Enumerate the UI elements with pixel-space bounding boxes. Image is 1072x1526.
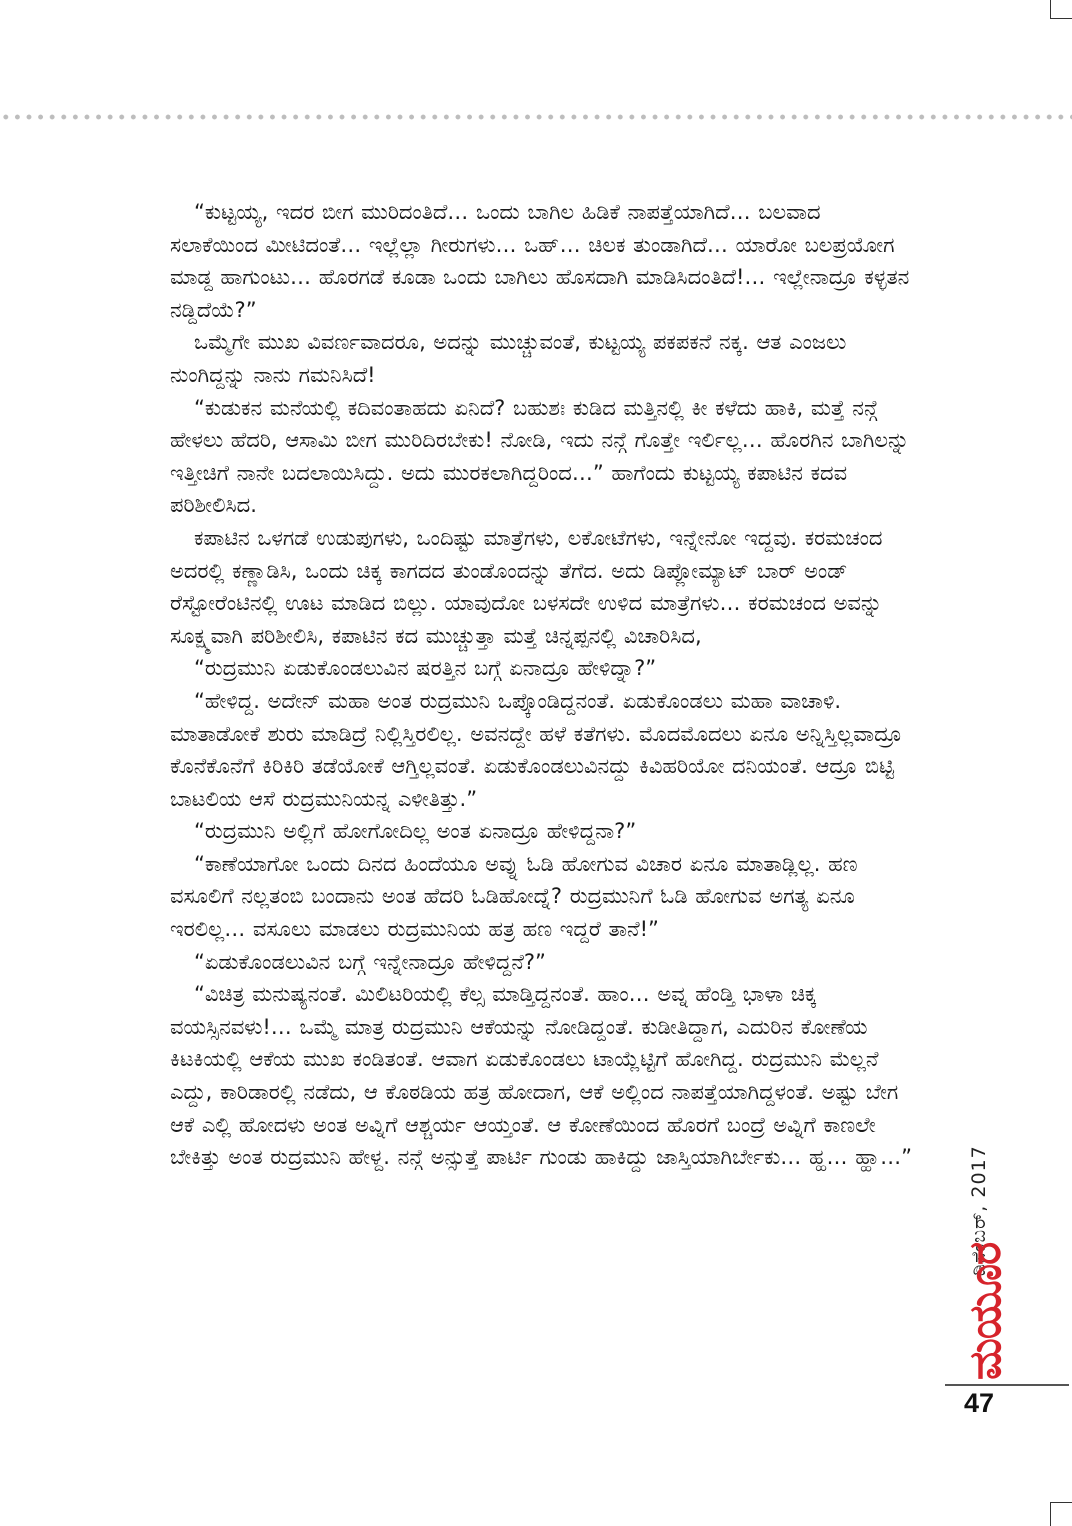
paragraph: “ಹೇಳಿದ್ದ. ಅದೇನ್ ಮಹಾ ಅಂತ ರುದ್ರಮುನಿ ಒಪ್ಕೊಂಡಿದ್ದನಂತೆ. ಏಡುಕೊಂಡಲು ಮಹಾ ವಾಚಾಳಿ. ಮಾತಾಡೋಕೆ ಶುರು ಮಾಡಿದ್ರೆ ನಿಲ್ಲಿಸ್ತಿರಲಿಲ್ಲ. ಅವನದ್ದೇ ಹಳೆ ಕತೆಗಳು. ಮೊದಮೊದಲು ಏನೂ ಅನ್ನಿಸ್ತಿಲ್ಲವಾದ್ರೂ ಕೊನೆಕೊನೆಗೆ ಕಿರಿಕಿರಿ ತಡೆಯೋಕೆ ಆಗ್ತಿಲ್ಲವಂತೆ. ಏಡುಕೊಂಡಲುವಿನದ್ದು ಕಿವಿಹರಿಯೋ ದನಿಯಂತೆ. ಆದ್ರೂ ಬಿಟ್ಟಿ ಬಾಟಲಿಯ ಆಸೆ ರುದ್ರಮುನಿಯನ್ನ ಎಳೀತಿತ್ತು.” bbox=[170, 688, 902, 811]
footer-rule bbox=[945, 1384, 1069, 1386]
paragraph: “ಕುಟ್ಟಯ್ಯ, ಇದರ ಬೀಗ ಮುರಿದಂತಿದೆ… ಒಂದು ಬಾಗಿಲ ಹಿಡಿಕೆ ನಾಪತ್ತೆಯಾಗಿದೆ… ಬಲವಾದ ಸಲಾಕೆಯಿಂದ ಮೀಟಿದಂತೆ… ಇಲ್ಲೆಲ್ಲಾ ಗೀರುಗಳು… ಒಹ್… ಚಿಲಕ ತುಂಡಾಗಿದೆ… ಯಾರೋ ಬಲಪ್ರಯೋಗ ಮಾಡ್ದ ಹಾಗುಂಟು… ಹೊರಗಡೆ ಕೂಡಾ ಒಂದು ಬಾಗಿಲು ಹೊಸದಾಗಿ ಮಾಡಿಸಿದಂತಿದೆ!… ಇಲ್ಲೇನಾದ್ರೂ ಕಳ್ಳತನ ನಡ್ದಿದೆಯೆ?” bbox=[170, 200, 910, 322]
article-body bbox=[170, 196, 915, 1174]
magazine-logo: ಮಯೂರ bbox=[960, 1242, 1011, 1380]
dotted-divider bbox=[0, 113, 1072, 121]
paragraph: “ರುದ್ರಮುನಿ ಏಡುಕೊಂಡಲುವಿನ ಷರತ್ತಿನ ಬಗ್ಗೆ ಏನಾದ್ರೂ ಹೇಳಿದ್ನಾ?” bbox=[194, 656, 657, 681]
page-number: 47 bbox=[964, 1388, 995, 1418]
paragraph: ಕಪಾಟಿನ ಒಳಗಡೆ ಉಡುಪುಗಳು, ಒಂದಿಷ್ಟು ಮಾತ್ರೆಗಳು, ಲಕೋಟೆಗಳು, ಇನ್ನೇನೋ ಇದ್ದವು. ಕರಮಚಂದ ಅದರಲ್ಲಿ ಕಣ್ಣಾಡಿಸಿ, ಒಂದು ಚಿಕ್ಕ ಕಾಗದದ ತುಂಡೊಂದನ್ನು ತೆಗೆದ. ಅದು ಡಿಪ್ಲೋಮ್ಯಾಟ್ ಬಾರ್ ಅಂಡ್ ರೆಸ್ಟೋರೆಂಟಿನಲ್ಲಿ ಊಟ ಮಾಡಿದ ಬಿಲ್ಲು. ಯಾವುದೋ ಬಳಸದೇ ಉಳಿದ ಮಾತ್ರೆಗಳು… ಕರಮಚಂದ ಅವನ್ನು ಸೂಕ್ಷ್ಮವಾಗಿ ಪರಿಶೀಲಿಸಿ, ಕಪಾಟಿನ ಕದ ಮುಚ್ಚುತ್ತಾ ಮತ್ತೆ ಚಿನ್ನಪ್ಪನಲ್ಲಿ ವಿಚಾರಿಸಿದ, bbox=[170, 525, 883, 648]
paragraph: “ರುದ್ರಮುನಿ ಅಲ್ಲಿಗೆ ಹೋಗೋದಿಲ್ಲ ಅಂತ ಏನಾದ್ರೂ ಹೇಳಿದ್ದನಾ?” bbox=[194, 819, 637, 844]
paragraph: ಒಮ್ಮೆಗೇ ಮುಖ ವಿವರ್ಣವಾದರೂ, ಅದನ್ನು ಮುಚ್ಚುವಂತೆ, ಕುಟ್ಟಯ್ಯ ಪಕಪಕನೆ ನಕ್ಕ. ಆತ ಎಂಜಲು ನುಂಗಿದ್ದನ್ನು ನಾನು ಗಮನಿಸಿದೆ! bbox=[170, 330, 847, 387]
crop-mark-top bbox=[1050, 0, 1072, 19]
paragraph: “ಕುಡುಕನ ಮನೆಯಲ್ಲಿ ಕದಿವಂತಾಹದು ಏನಿದೆ? ಬಹುಶಃ ಕುಡಿದ ಮತ್ತಿನಲ್ಲಿ ಕೀ ಕಳೆದು ಹಾಕಿ, ಮತ್ತೆ ನನ್ಗೆ ಹೇಳಲು ಹೆದರಿ, ಆಸಾಮಿ ಬೀಗ ಮುರಿದಿರಬೇಕು! ನೋಡಿ, ಇದು ನನ್ಗೆ ಗೊತ್ತೇ ಇರ್ಲಿಲ್ಲ… ಹೊರಗಿನ ಬಾಗಿಲನ್ನು ಇತ್ತೀಚಿಗೆ ನಾನೇ ಬದಲಾಯಿಸಿದ್ದು. ಅದು ಮುರಕಲಾಗಿದ್ದರಿಂದ…” ಹಾಗೆಂದು ಕುಟ್ಟಯ್ಯ ಕಪಾಟಿನ ಕದವ ಪರಿಶೀಲಿಸಿದ. bbox=[170, 395, 910, 518]
paragraph: “ವಿಚಿತ್ರ ಮನುಷ್ಯನಂತೆ. ಮಿಲಿಟರಿಯಲ್ಲಿ ಕೆಲ್ಸ ಮಾಡ್ತಿದ್ದನಂತೆ. ಹಾಂ… ಅವ್ನ ಹೆಂಡ್ತಿ ಭಾಳಾ ಚಿಕ್ಕ ವಯಸ್ಸಿನವಳು!… ಒಮ್ಮೆ ಮಾತ್ರ ರುದ್ರಮುನಿ ಆಕೆಯನ್ನು ನೋಡಿದ್ದಂತೆ. ಕುಡೀತಿದ್ದಾಗ, ಎದುರಿನ ಕೋಣೆಯ ಕಿಟಕಿಯಲ್ಲಿ ಆಕೆಯ ಮುಖ ಕಂಡಿತಂತೆ. ಆವಾಗ ಏಡುಕೊಂಡಲು ಟಾಯ್ಲೆಟ್ಟಿಗೆ ಹೋಗಿದ್ದ. ರುದ್ರಮುನಿ ಮೆಲ್ಲನೆ ಎದ್ದು, ಕಾರಿಡಾರಲ್ಲಿ ನಡೆದು, ಆ ಕೊಠಡಿಯ ಹತ್ರ ಹೋದಾಗ, ಆಕೆ ಅಲ್ಲಿಂದ ನಾಪತ್ತೆಯಾಗಿದ್ದಳಂತೆ. ಅಷ್ಟು ಬೇಗ ಆಕೆ ಎಲ್ಲಿ ಹೋದಳು ಅಂತ ಅವ್ನಿಗೆ ಆಶ್ಚರ್ಯ ಆಯ್ತಂತೆ. ಆ ಕೋಣೆಯಿಂದ ಹೊರಗೆ ಬಂದ್ರೆ ಅವ್ನಿಗೆ ಕಾಣಲೇ ಬೇಕಿತ್ತು ಅಂತ ರುದ್ರಮುನಿ ಹೇಳ್ದ. ನನ್ಗೆ ಅನ್ಸುತ್ತೆ ಪಾರ್ಟಿ ಗುಂಡು ಹಾಕಿದ್ದು ಜಾಸ್ತಿಯಾಗಿರ್ಬೇಕು… ಹ್ಹ… ಹ್ಹಾ…” bbox=[170, 982, 913, 1170]
crop-mark-bottom bbox=[1050, 1502, 1072, 1526]
paragraph: “ಏಡುಕೊಂಡಲುವಿನ ಬಗ್ಗೆ ಇನ್ನೇನಾದ್ರೂ ಹೇಳಿದ್ದನೆ?” bbox=[194, 949, 546, 974]
paragraph: “ಕಾಣೆಯಾಗೋ ಒಂದು ದಿನದ ಹಿಂದೆಯೂ ಅವ್ನು ಓಡಿ ಹೋಗುವ ವಿಚಾರ ಏನೂ ಮಾತಾಡ್ಲಿಲ್ಲ. ಹಣ ವಸೂಲಿಗೆ ನಲ್ಲತಂಬಿ ಬಂದಾನು ಅಂತ ಹೆದರಿ ಓಡಿಹೋದ್ನೆ? ರುದ್ರಮುನಿಗೆ ಓಡಿ ಹೋಗುವ ಅಗತ್ಯ ಏನೂ ಇರಲಿಲ್ಲ… ವಸೂಲು ಮಾಡಲು ರುದ್ರಮುನಿಯ ಹತ್ರ ಹಣ ಇದ್ದರೆ ತಾನೆ!” bbox=[170, 851, 858, 942]
issue-date: ಡಿಸೆಂಬರ್, 2017 bbox=[968, 1145, 990, 1276]
